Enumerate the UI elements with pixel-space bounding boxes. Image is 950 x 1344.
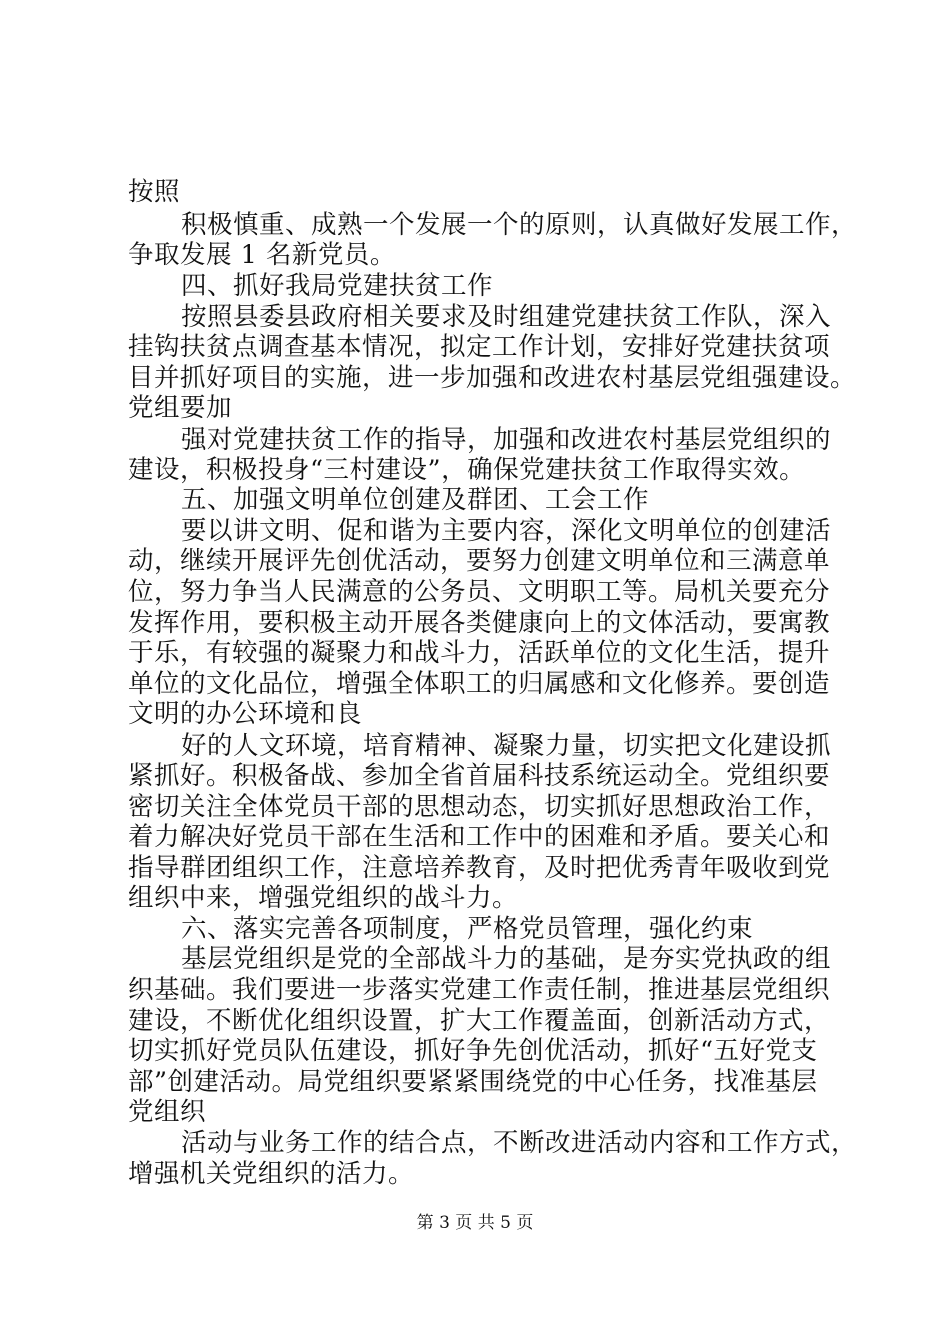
text-line: 指导群团组织工作，注意培养教育，及时把优秀青年吸收到党 bbox=[128, 853, 831, 883]
page-number-footer: 第 3 页 共 5 页 bbox=[416, 1213, 534, 1233]
text-line: 组织中来，增强党组织的战斗力。 bbox=[128, 883, 519, 913]
section-heading: 四、抓好我局党建扶贫工作 bbox=[181, 271, 494, 301]
text-line: 积极慎重、成熟一个发展一个的原则，认真做好发展工作， bbox=[181, 210, 858, 240]
text-line: 文明的办公环境和良 bbox=[128, 699, 363, 729]
text-line: 按照县委县政府相关要求及时组建党建扶贫工作队，深入 bbox=[181, 302, 832, 332]
text-line: 按照 bbox=[128, 177, 181, 207]
text-line: 好的人文环境，培育精神、凝聚力量，切实把文化建设抓 bbox=[181, 731, 832, 761]
text-line: 活动与业务工作的结合点，不断改进活动内容和工作方式， bbox=[181, 1128, 858, 1158]
section-heading: 五、加强文明单位创建及群团、工会工作 bbox=[181, 485, 650, 515]
text-line: 强对党建扶贫工作的指导，加强和改进农村基层党组织的 bbox=[181, 425, 832, 455]
text-line: 单位的文化品位，增强全体职工的归属感和文化修养。要创造 bbox=[128, 669, 831, 699]
section-heading: 六、落实完善各项制度，严格党员管理，强化约束 bbox=[181, 914, 754, 944]
text-line: 密切关注全体党员干部的思想动态，切实抓好思想政治工作， bbox=[128, 792, 831, 822]
text-line: 基层党组织是党的全部战斗力的基础，是夯实党执政的组 bbox=[181, 944, 832, 974]
text-line: 紧抓好。积极备战、参加全省首届科技系统运动全。党组织要 bbox=[128, 761, 831, 791]
text-line: 动，继续开展评先创优活动，要努力创建文明单位和三满意单 bbox=[128, 546, 831, 576]
text-line: 要以讲文明、促和谐为主要内容，深化文明单位的创建活 bbox=[181, 516, 832, 546]
text-line: 着力解决好党员干部在生活和工作中的困难和矛盾。要关心和 bbox=[128, 822, 831, 852]
text-line: 发挥作用，要积极主动开展各类健康向上的文体活动，要寓教 bbox=[128, 608, 831, 638]
text-line: 增强机关党组织的活力。 bbox=[128, 1159, 415, 1189]
text-line: 建设，不断优化组织设置，扩大工作覆盖面，创新活动方式， bbox=[128, 1006, 831, 1036]
text-line: 于乐，有较强的凝聚力和战斗力，活跃单位的文化生活，提升 bbox=[128, 638, 831, 668]
text-line: 挂钩扶贫点调查基本情况，拟定工作计划，安排好党建扶贫项 bbox=[128, 332, 831, 362]
text-line: 建设，积极投身“三村建设”，确保党建扶贫工作取得实效。 bbox=[128, 455, 806, 485]
text-line: 位，努力争当人民满意的公务员、文明职工等。局机关要充分 bbox=[128, 577, 831, 607]
text-line: 目并抓好项目的实施，进一步加强和改进农村基层党组强建设。 bbox=[128, 363, 857, 393]
text-line: 织基础。我们要进一步落实党建工作责任制，推进基层党组织 bbox=[128, 975, 831, 1005]
text-line: 争取发展 1 名新党员。 bbox=[128, 240, 396, 270]
text-line: 党组要加 bbox=[128, 393, 233, 423]
text-line: 部”创建活动。局党组织要紧紧围绕党的中心任务，找准基层 bbox=[128, 1067, 818, 1097]
text-line: 党组织 bbox=[128, 1097, 207, 1127]
text-line: 切实抓好党员队伍建设，抓好争先创优活动，抓好“五好党支 bbox=[128, 1036, 818, 1066]
